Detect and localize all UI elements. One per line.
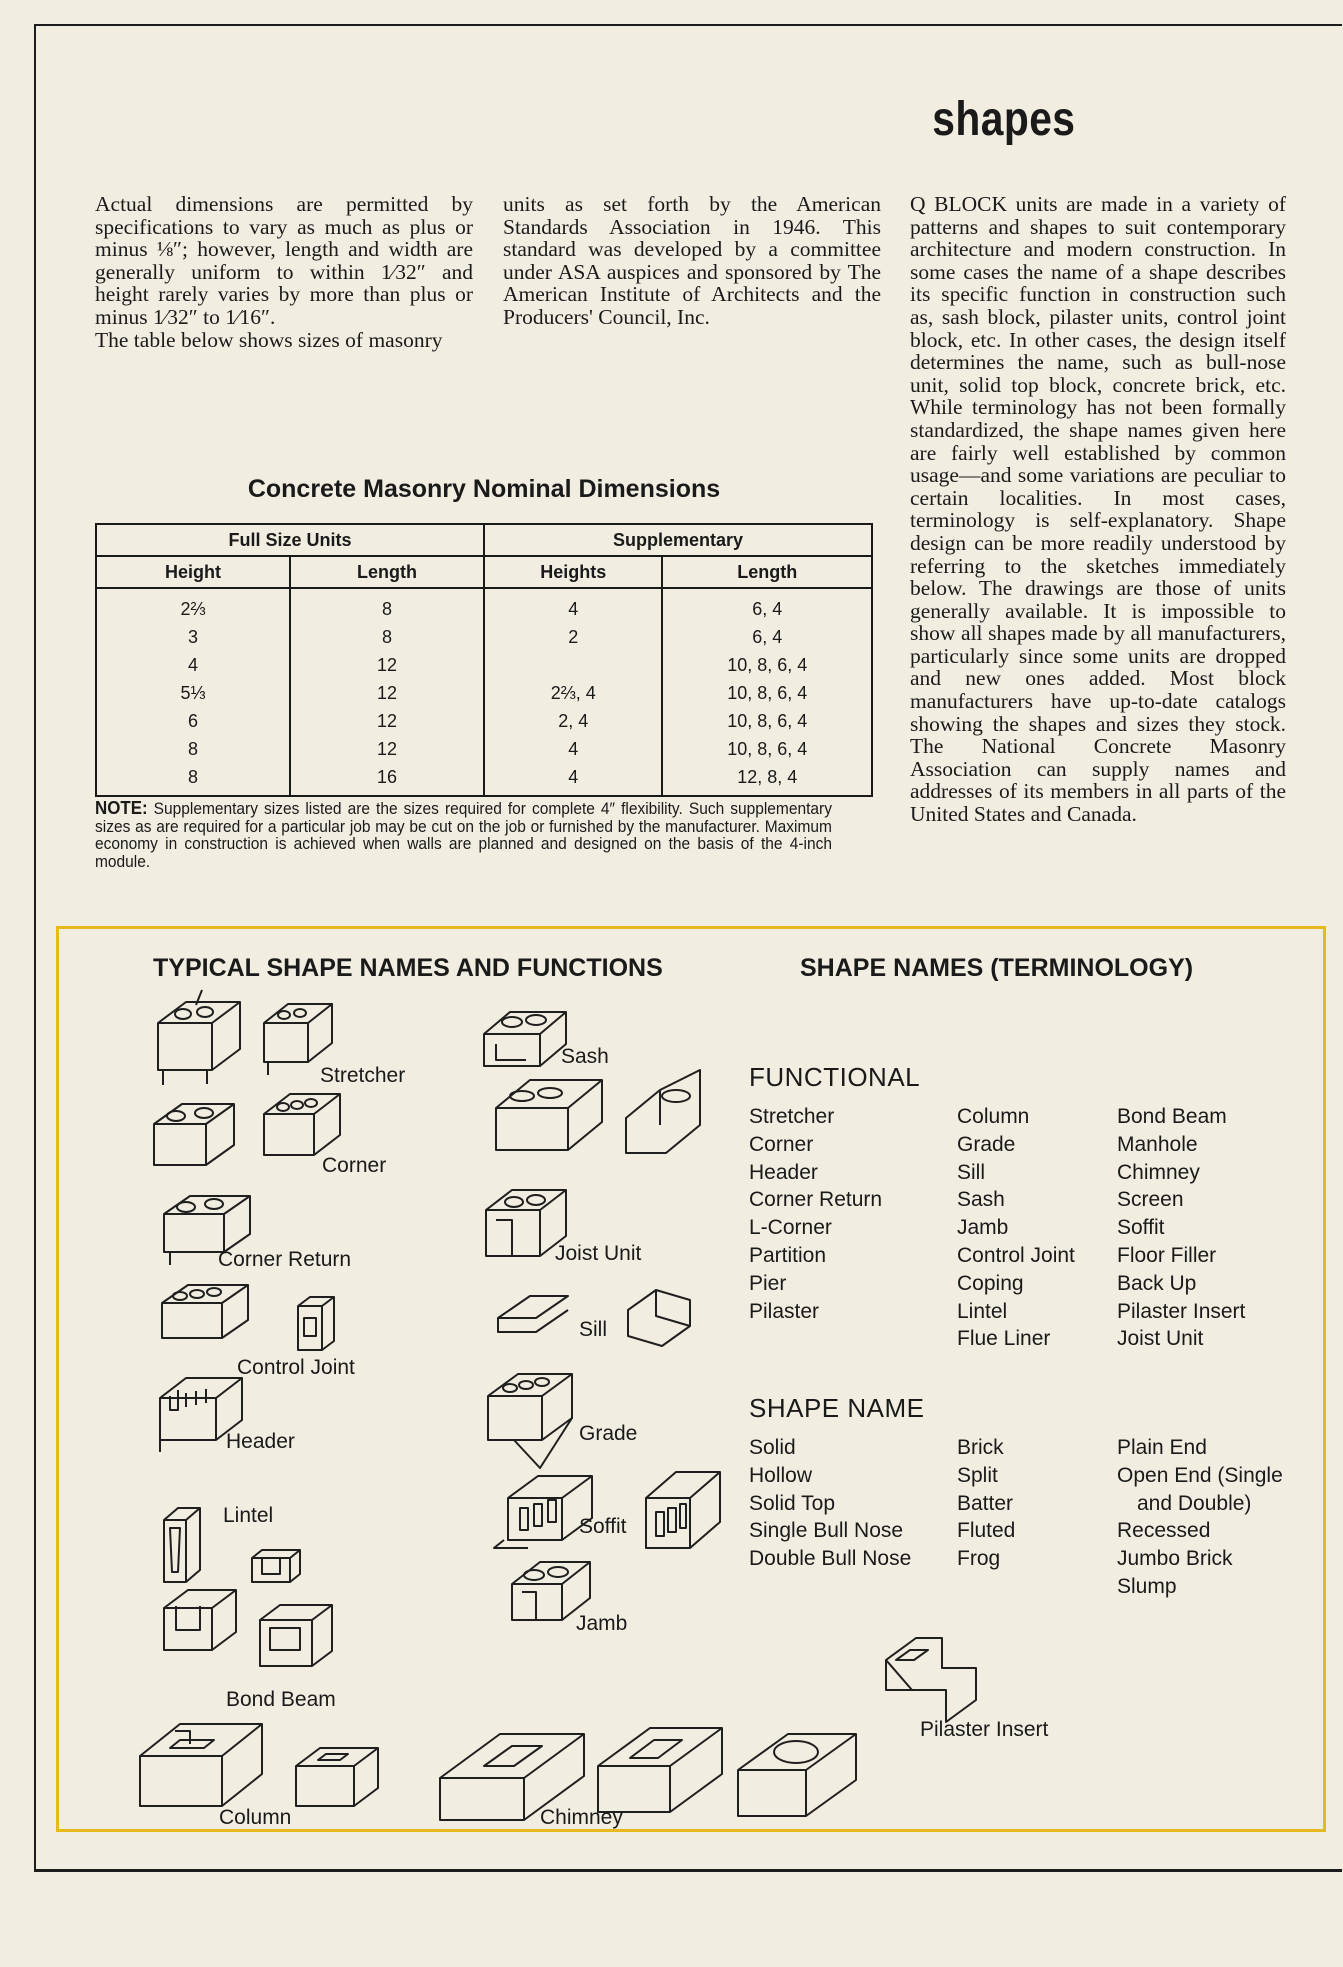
functional-column-3	[1117, 1103, 1245, 1353]
sash-label: Sash	[561, 1045, 609, 1068]
control-joint-block-sketch	[162, 1285, 334, 1350]
column-header: Length	[662, 556, 872, 588]
list-item: Open End (Single	[1117, 1463, 1283, 1487]
list-item: Header	[749, 1160, 818, 1184]
table-cell: 6, 4	[662, 623, 872, 651]
list-item: Single Bull Nose	[749, 1519, 904, 1543]
pilaster-insert-label: Pilaster Insert	[920, 1718, 1049, 1741]
list-item: Control Joint	[957, 1243, 1075, 1267]
list-item: Soffit	[1117, 1216, 1165, 1240]
table-cell: 3	[96, 623, 290, 651]
table-cell: 4	[96, 651, 290, 679]
table-cell: 6, 4	[662, 588, 872, 623]
list-item: Jamb	[957, 1216, 1009, 1240]
soffit-label: Soffit	[579, 1515, 627, 1538]
table-cell: 6	[96, 707, 290, 735]
functional-column-2	[957, 1103, 1075, 1353]
control-joint-label: Control Joint	[237, 1356, 355, 1379]
list-item: Manhole	[1117, 1132, 1198, 1156]
table-cell: 4	[484, 588, 662, 623]
sash-large-block-sketch	[496, 1070, 700, 1153]
column-header: Length	[290, 556, 484, 588]
table-cell: 5⅓	[96, 679, 290, 707]
list-item: Recessed	[1117, 1519, 1211, 1543]
page-title: shapes	[931, 93, 1075, 146]
table-cell: 2, 4	[484, 707, 662, 735]
list-item: Pilaster Insert	[1117, 1299, 1246, 1323]
list-item: Plain End	[1117, 1436, 1207, 1459]
terminology-heading: SHAPE NAMES (TERMINOLOGY)	[800, 954, 1194, 982]
table-cell: 4	[484, 763, 662, 796]
lintel-label: Lintel	[223, 1504, 274, 1527]
list-item: Lintel	[957, 1299, 1008, 1323]
joist-unit-label: Joist Unit	[555, 1242, 642, 1265]
list-item: Hollow	[749, 1463, 813, 1487]
shape-column-3	[1117, 1434, 1283, 1601]
shape-column-1	[749, 1434, 911, 1573]
column-label: Column	[219, 1806, 292, 1829]
table-cell: 10, 8, 6, 4	[662, 651, 872, 679]
list-item: Grade	[957, 1132, 1016, 1156]
intro-paragraph-1: Actual dimensions are permitted by specifications to vary as much as plus or minus ⅛″; however, length and width are generally uniform to within 1⁄32″ and height rarely varies by more than plus or minus 1⁄32″ to 1⁄16″.	[95, 192, 473, 329]
functional-column-1	[749, 1103, 882, 1325]
table-cell: 8	[96, 735, 290, 763]
bond-beam-block-sketch	[164, 1590, 332, 1666]
list-item: Pilaster	[749, 1299, 820, 1323]
list-item: Partition	[749, 1243, 827, 1267]
group-header-supp: Supplementary	[484, 524, 872, 556]
table-cell: 10, 8, 6, 4	[662, 679, 872, 707]
table-cell: 12, 8, 4	[662, 763, 872, 796]
list-item: Frog	[957, 1547, 1001, 1571]
list-item: Bond Beam	[1117, 1105, 1227, 1128]
intro-column-2: units as set forth by the American Standards Association in 1946. This standard was developed by a committee under ASA auspices and sponsored by The American Institute of Architects and the Producers' Council, Inc.	[503, 192, 881, 329]
list-item: Fluted	[957, 1519, 1016, 1543]
column-header: Height	[96, 556, 290, 588]
table-cell: 2⅔	[96, 588, 290, 623]
list-item: Corner Return	[749, 1188, 883, 1212]
sill-label: Sill	[579, 1318, 608, 1341]
table-cell: 16	[290, 763, 484, 796]
jamb-label: Jamb	[576, 1612, 628, 1635]
list-item: Sill	[957, 1160, 986, 1184]
table-cell: 8	[96, 763, 290, 796]
pilaster-insert-block-sketch	[886, 1638, 976, 1722]
table-cell: 10, 8, 6, 4	[662, 707, 872, 735]
bond-beam-label: Bond Beam	[226, 1688, 336, 1711]
sash-block-sketch	[484, 1012, 566, 1066]
list-item: Pier	[749, 1271, 787, 1295]
table-cell: 12	[290, 707, 484, 735]
list-item: and Double)	[1137, 1491, 1252, 1515]
grade-block-sketch	[488, 1374, 572, 1468]
stretcher-block-sketch	[158, 990, 332, 1085]
shape-column-2	[957, 1434, 1015, 1573]
joist-unit-block-sketch	[486, 1190, 566, 1256]
functional-heading: FUNCTIONAL	[749, 1062, 921, 1092]
table-title: Concrete Masonry Nominal Dimensions	[247, 475, 721, 503]
table-cell: 12	[290, 651, 484, 679]
column-block-sketch	[140, 1724, 378, 1806]
q-block-lead: Q BLOCK	[910, 192, 1008, 216]
list-item: Column	[957, 1105, 1030, 1128]
typical-shapes-heading: TYPICAL SHAPE NAMES AND FUNCTIONS	[153, 954, 663, 982]
table-cell: 2	[484, 623, 662, 651]
list-item: Back Up	[1117, 1271, 1197, 1295]
list-item: Stretcher	[749, 1105, 835, 1128]
table-cell: 2⅔, 4	[484, 679, 662, 707]
list-item: Joist Unit	[1117, 1327, 1204, 1351]
list-item: Screen	[1117, 1188, 1184, 1212]
chimney-label: Chimney	[540, 1806, 623, 1829]
intro-paragraph-1b: The table below shows sizes of masonry	[95, 327, 443, 352]
table-cell: 8	[290, 623, 484, 651]
group-header-full: Full Size Units	[96, 524, 484, 556]
intro-paragraph-3: units are made in a variety of patterns and shapes to suit contemporary architecture and modern construction. In some cases the name of a shape describes its specific function in construction such as, sash block, pilaster units, control joint block, etc. In other cases, the design itself determines the name, such as bull-nose unit, solid top block, concrete brick, etc. While terminology has not been formally standardized, the shape names given here are fairly well established by common usage—and some variations are peculiar to certain localities. In most cases, terminology is self-explanatory. Shape design can be more readily understood by referring to the sketches immediately below. The drawings are those of units generally available. It is impossible to show all shapes made by all manufacturers, particularly since some units are dropped and new ones added. Most block manufacturers have up-to-date catalogs showing the shapes and sizes they stock. The National Concrete Masonry Association can supply names and addresses of its members in all parts of the United States and Canada.	[910, 192, 1286, 827]
chimney-block-sketch	[440, 1728, 856, 1820]
list-item: Corner	[749, 1132, 814, 1156]
corner-return-label: Corner Return	[218, 1248, 352, 1271]
list-item: Solid Top	[749, 1491, 836, 1515]
list-item: Brick	[957, 1436, 1004, 1459]
grade-label: Grade	[579, 1422, 638, 1445]
table-cell: 12	[290, 679, 484, 707]
list-item: Jumbo Brick	[1117, 1547, 1233, 1571]
list-item: Coping	[957, 1271, 1024, 1295]
list-item: Batter	[957, 1491, 1014, 1515]
shape-name-heading: SHAPE NAME	[749, 1393, 925, 1423]
table-cell: 12	[290, 735, 484, 763]
column-header: Heights	[484, 556, 662, 588]
list-item: Sash	[957, 1188, 1005, 1212]
note-label: NOTE:	[95, 798, 148, 818]
note-text: Supplementary sizes listed are the sizes required for complete 4″ flexibility. Such supplementary sizes as are required for a particular job may be cut on the job or furnished by the manufacturer. Maximum economy in construction is achieved when walls are planned and designed on the basis of the 4-inch module.	[95, 800, 832, 871]
corner-block-sketch	[154, 1094, 340, 1165]
list-item: Chimney	[1117, 1160, 1200, 1184]
table-cell: 10, 8, 6, 4	[662, 735, 872, 763]
list-item: Split	[957, 1463, 998, 1487]
table-cell: 8	[290, 588, 484, 623]
header-label: Header	[226, 1430, 295, 1453]
list-item: Slump	[1117, 1574, 1177, 1598]
stretcher-label: Stretcher	[320, 1064, 406, 1087]
list-item: Solid	[749, 1436, 796, 1459]
list-item: Floor Filler	[1117, 1243, 1217, 1267]
list-item: Flue Liner	[957, 1327, 1051, 1351]
table-cell: 4	[484, 735, 662, 763]
corner-label: Corner	[322, 1154, 387, 1177]
list-item: L-Corner	[749, 1216, 832, 1240]
list-item: Double Bull Nose	[749, 1547, 912, 1571]
